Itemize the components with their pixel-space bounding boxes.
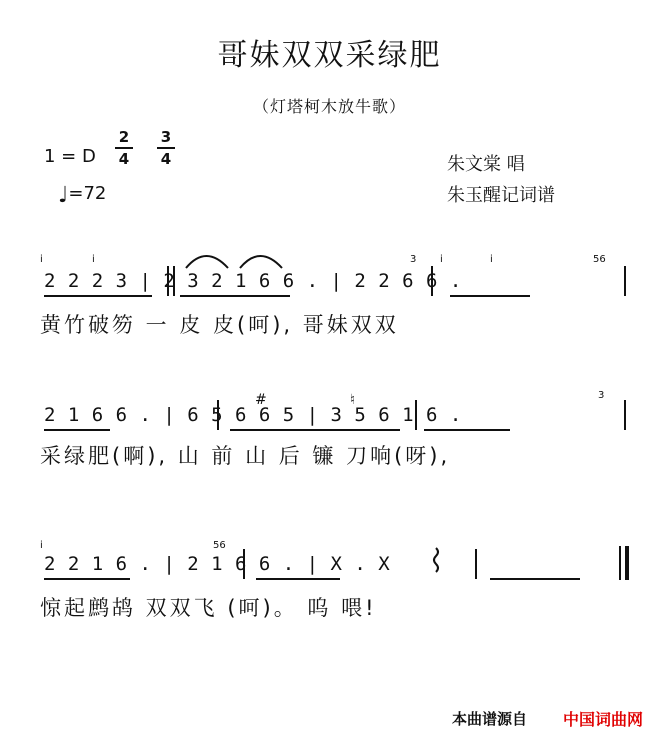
grace-note-mark: i <box>92 254 95 265</box>
slur-mark <box>240 256 282 268</box>
staff-1-notes: 2 2 2 3 | 2 3 2 1 6 6 . | 2 2 6 6 . <box>44 270 462 292</box>
quarter-note-icon: ♩ <box>58 183 69 208</box>
grace-note-mark: 56 <box>593 254 606 265</box>
breath-mark-icon <box>434 548 438 572</box>
page-title: 哥妹双双采绿肥 <box>217 38 442 73</box>
transcriber-credit: 朱玉醒记词谱 <box>447 185 555 206</box>
slur-mark <box>186 256 228 268</box>
staff-2-notes: 2 1 6 6 . | 6 5 6 6 5 | 3 5 6 1 6 . <box>44 404 462 426</box>
sharp-icon: # <box>255 392 267 408</box>
tempo-value: =72 <box>68 183 107 204</box>
time-signature-bottom: 4 <box>160 150 172 168</box>
grace-note-mark: i <box>490 254 493 265</box>
staff-1-lyrics: 黄竹破笏 一 皮 皮(呵), 哥妹双双 <box>40 313 399 337</box>
staff-3-notes: 2 2 1 6 . | 2 1 6 6 . | X . X <box>44 553 391 575</box>
natural-icon: ♮ <box>350 392 356 408</box>
key-signature: 1 = D <box>44 146 96 167</box>
singer-credit: 朱文棠 唱 <box>447 154 525 175</box>
page-subtitle: （灯塔柯木放牛歌） <box>252 97 406 116</box>
grace-note-mark: 3 <box>410 254 417 265</box>
footer-source-label: 本曲谱源自 <box>452 710 528 728</box>
time-signature-top: 2 <box>118 128 130 146</box>
staff-2-lyrics: 采绿肥(啊), 山 前 山 后 镰 刀响(呀), <box>40 444 451 468</box>
grace-note-mark: i <box>40 540 43 551</box>
grace-note-mark: 3 <box>598 390 605 401</box>
time-signature-top: 3 <box>160 128 172 146</box>
grace-note-mark: i <box>440 254 443 265</box>
staff-3-lyrics: 惊起鹧鸪 双双飞 (呵)。 呜 喂! <box>40 596 377 620</box>
grace-note-mark: i <box>40 254 43 265</box>
time-signature-bottom: 4 <box>118 150 130 168</box>
grace-note-mark: 56 <box>213 540 226 551</box>
footer-brand-link[interactable]: 中国词曲网 <box>563 710 644 729</box>
